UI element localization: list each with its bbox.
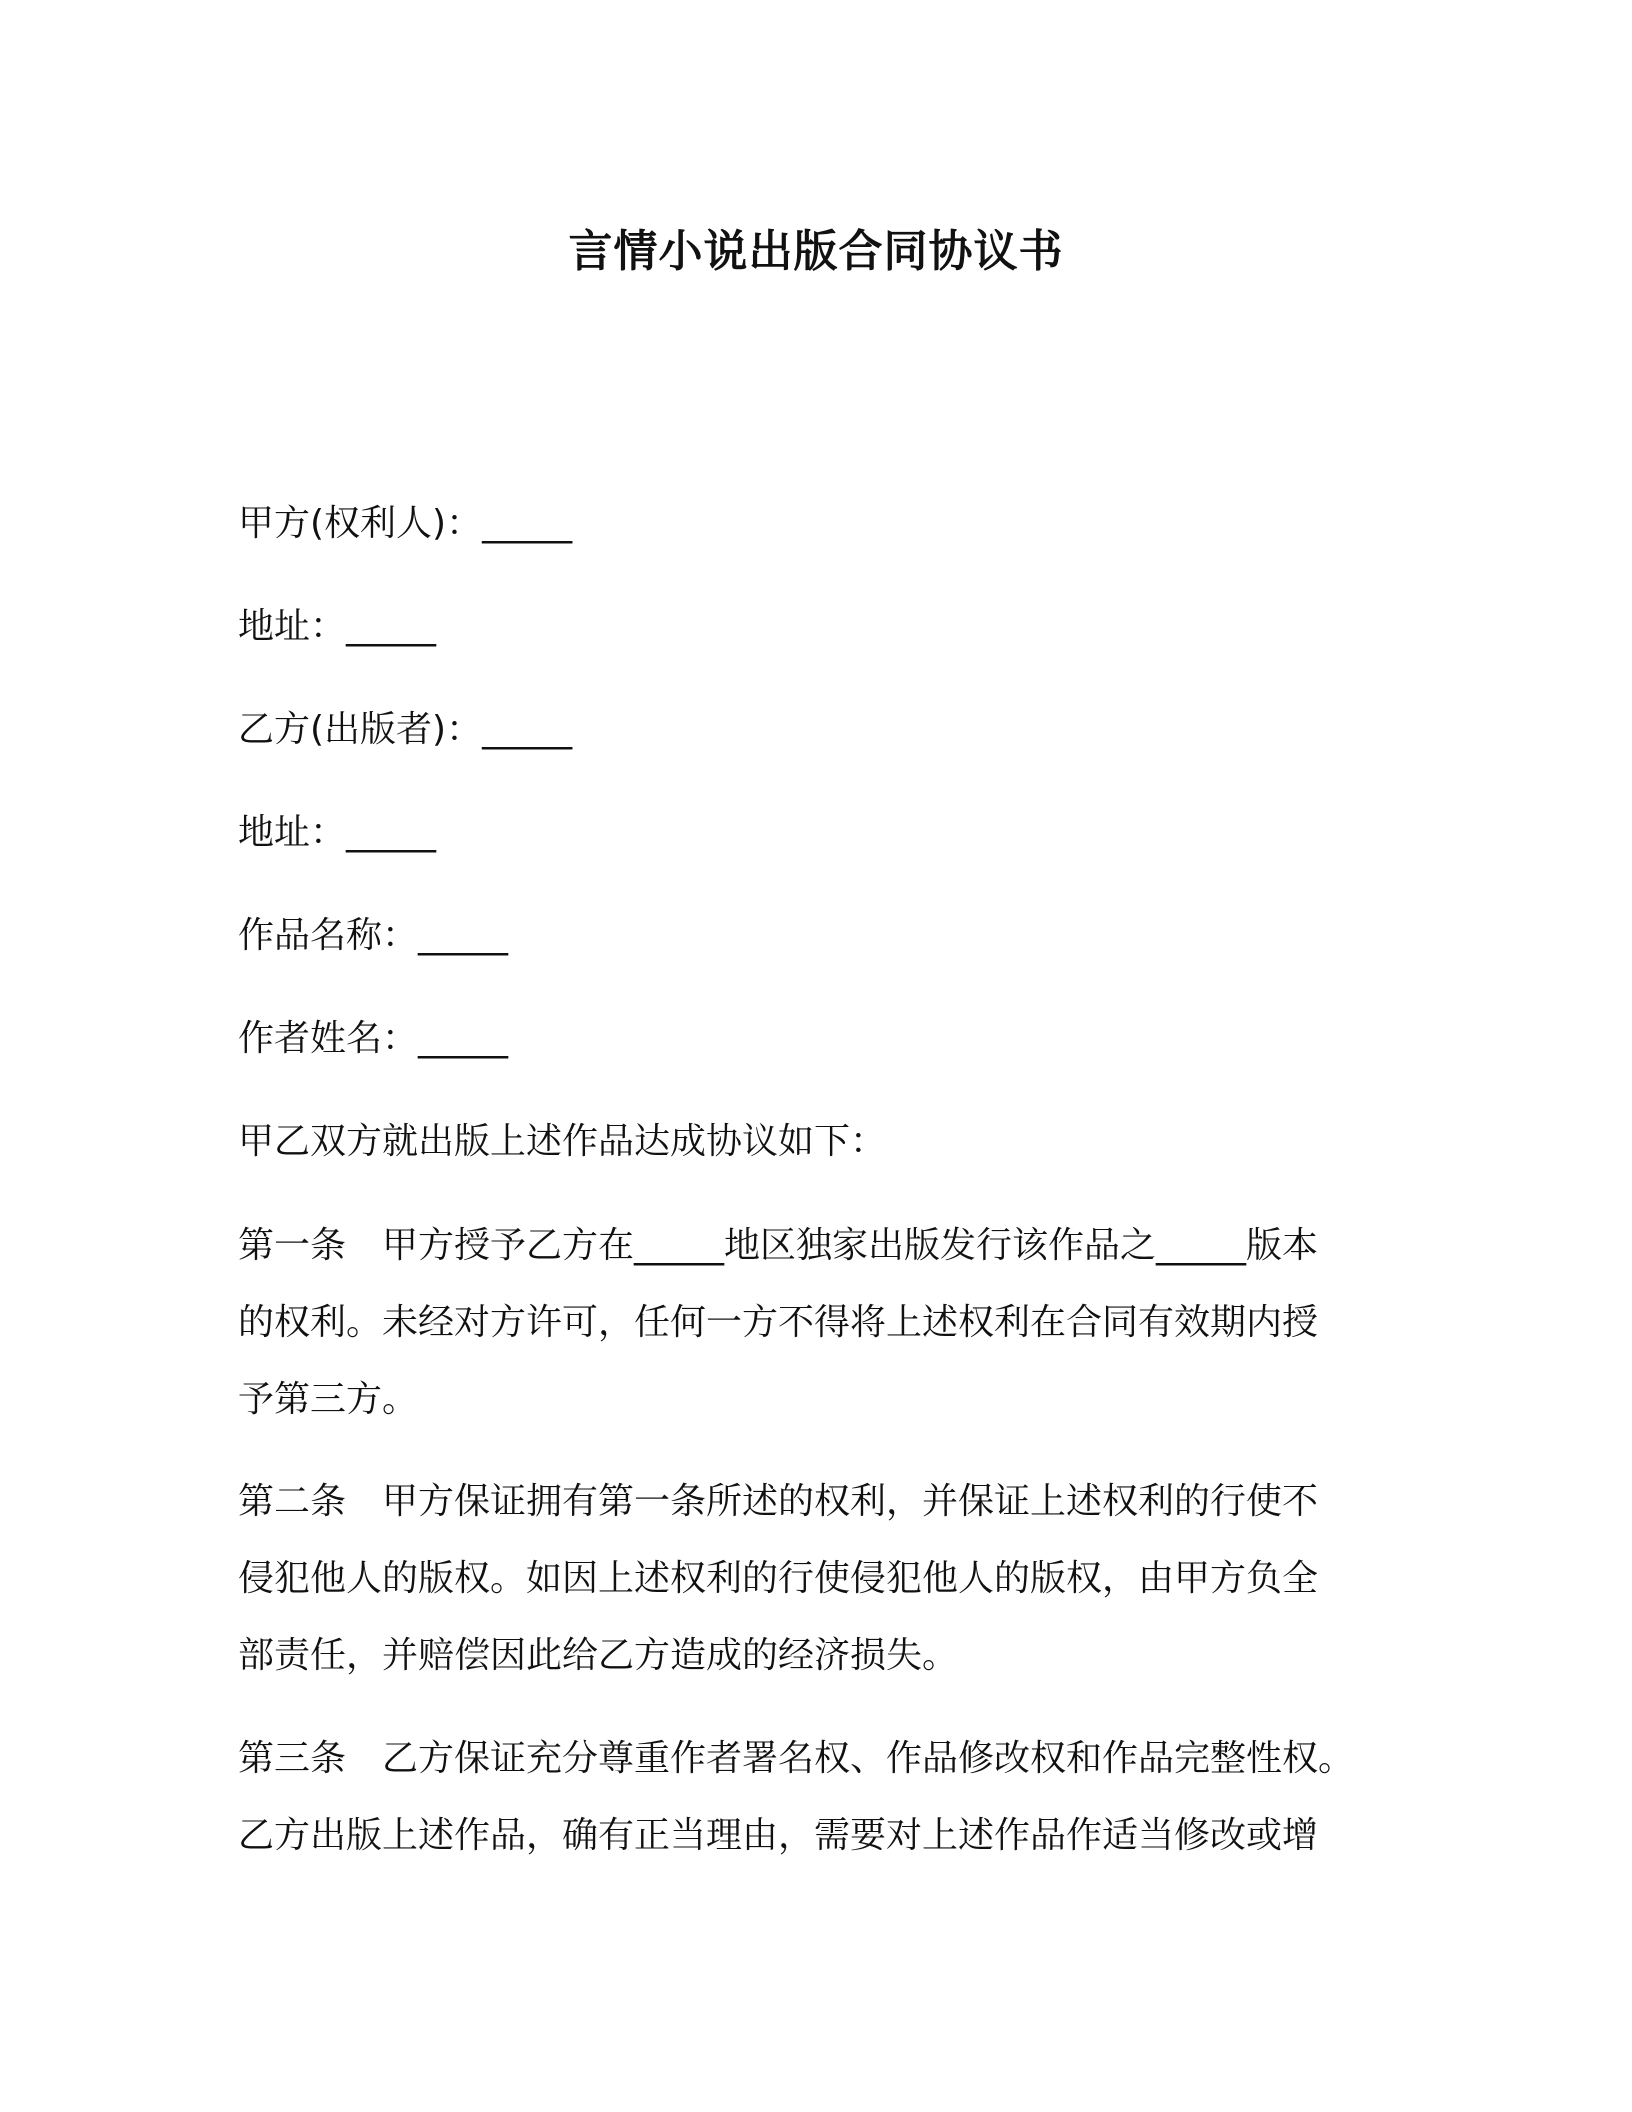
- party-b-field: 乙方(出版者)：_____: [238, 709, 573, 750]
- article-3: [238, 1720, 1378, 1874]
- party-b-address-field: 地址：_____: [238, 812, 437, 853]
- article-2-line: 侵犯他人的版权。如因上述权利的行使侵犯他人的版权，由甲方负全: [238, 1558, 1319, 1599]
- article-1-line: 的权利。未经对方许可，任何一方不得将上述权利在合同有效期内授: [238, 1302, 1319, 1343]
- document-title: 言情小说出版合同协议书: [568, 226, 1064, 277]
- article-2-line: 部责任，并赔偿因此给乙方造成的经济损失。: [238, 1635, 959, 1676]
- author-name-field: 作者姓名：_____: [238, 1018, 509, 1059]
- party-a-field: 甲方(权利人)：_____: [238, 503, 573, 544]
- article-2-line: 第二条 甲方保证拥有第一条所述的权利，并保证上述权利的行使不: [238, 1481, 1319, 1522]
- article-3-line: 乙方出版上述作品，确有正当理由，需要对上述作品作适当修改或增: [238, 1815, 1319, 1856]
- article-3-line: 第三条 乙方保证充分尊重作者署名权、作品修改权和作品完整性权。: [238, 1738, 1355, 1779]
- work-title-field: 作品名称：_____: [238, 915, 509, 956]
- article-1-line: 第一条 甲方授予乙方在_____地区独家出版发行该作品之_____版本: [238, 1225, 1319, 1266]
- article-2: [238, 1463, 1378, 1694]
- party-a-address-field: 地址：_____: [238, 606, 437, 647]
- article-1: [238, 1207, 1378, 1438]
- agreement-intro: 甲乙双方就出版上述作品达成协议如下：: [238, 1121, 887, 1162]
- article-1-line: 予第三方。: [238, 1379, 419, 1420]
